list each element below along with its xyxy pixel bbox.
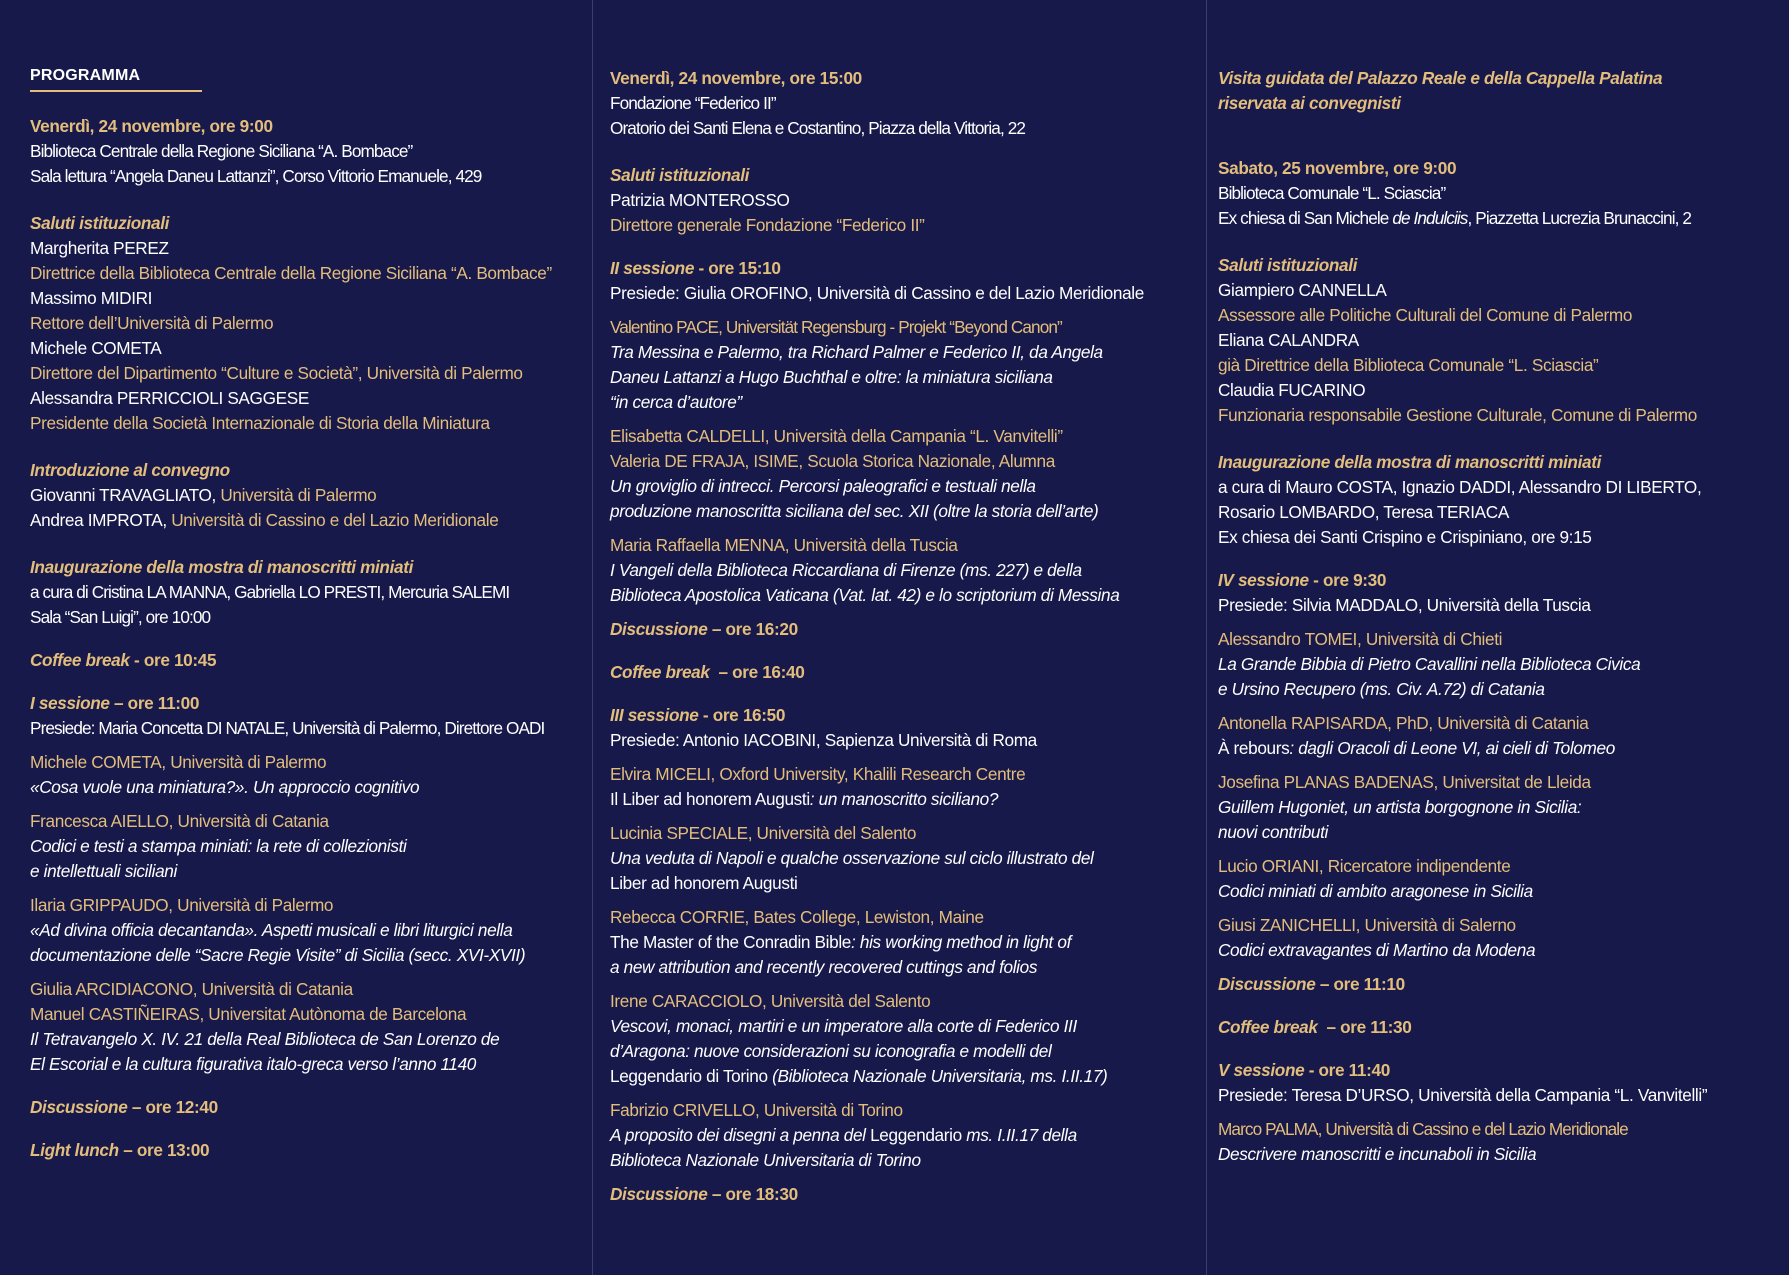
section-heading: Inaugurazione della mostra di manoscritti miniati <box>1218 452 1602 472</box>
discussion: Discussione – ore 12:40 <box>30 1097 218 1117</box>
section-heading: Saluti istituzionali <box>1218 255 1358 275</box>
talk-author: Francesca AIELLO, Università di Catania <box>30 811 329 831</box>
speaker-role: Direttore del Dipartimento “Culture e Società”, Università di Palermo <box>30 363 523 383</box>
talk-title: d’Aragona: nuove considerazioni su iconografia e modelli del <box>610 1041 1052 1061</box>
talk-title: Biblioteca Nazionale Universitaria di Torino <box>610 1150 921 1170</box>
column-friday-afternoon <box>592 0 1206 1275</box>
talk-author: Fabrizio CRIVELLO, Università di Torino <box>610 1100 903 1120</box>
talk-title: «Ad divina officia decantanda». Aspetti musicali e libri liturgici nella <box>30 920 513 940</box>
talk-title: À rebours: dagli Oracoli di Leone VI, ai cieli di Tolomeo <box>1218 738 1615 758</box>
speaker-role: Assessore alle Politiche Culturali del Comune di Palermo <box>1218 305 1633 325</box>
session-chair: Presiede: Teresa D’URSO, Università della Campania “L. Vanvitelli” <box>1218 1085 1708 1105</box>
exhibition-venue: Sala “San Luigi”, ore 10:00 <box>30 607 211 627</box>
speaker-role: già Direttrice della Biblioteca Comunale “L. Sciascia” <box>1218 355 1599 375</box>
talk-author: Rebecca CORRIE, Bates College, Lewiston, Maine <box>610 907 984 927</box>
session-heading: III sessione - ore 16:50 <box>610 705 786 725</box>
talk-title: La Grande Bibbia di Pietro Cavallini nella Biblioteca Civica <box>1218 654 1641 674</box>
talk-title: e intellettuali siciliani <box>30 861 177 881</box>
talk-title: Una veduta di Napoli e qualche osservazione sul ciclo illustrato del <box>610 848 1094 868</box>
discussion: Discussione – ore 11:10 <box>1218 974 1405 994</box>
speaker-name: Michele COMETA <box>30 338 162 358</box>
section-heading: Saluti istituzionali <box>30 213 170 233</box>
speaker-role: Direttore generale Fondazione “Federico II” <box>610 215 925 235</box>
exhibition-curators: a cura di Mauro COSTA, Ignazio DADDI, Alessandro DI LIBERTO, <box>1218 477 1702 497</box>
guided-visit: Visita guidata del Palazzo Reale e della Cappella Palatina <box>1218 68 1663 88</box>
session-heading: V sessione - ore 11:40 <box>1218 1060 1390 1080</box>
discussion: Discussione – ore 16:20 <box>610 619 798 639</box>
section-heading: Introduzione al convegno <box>30 460 230 480</box>
talk-author: Elisabetta CALDELLI, Università della Campania “L. Vanvitelli” <box>610 426 1063 446</box>
talk-title: «Cosa vuole una miniatura?». Un approccio cognitivo <box>30 777 420 797</box>
speaker-role: Direttrice della Biblioteca Centrale della Regione Siciliana “A. Bombace” <box>30 263 552 283</box>
talk-title: Daneu Lattanzi a Hugo Buchthal e oltre: la miniatura siciliana <box>610 367 1053 387</box>
coffee-break: Coffee break - ore 10:45 <box>30 650 217 670</box>
speaker-name: Margherita PEREZ <box>30 238 169 258</box>
talk-title: produzione manoscritta siciliana del sec. XII (oltre la storia dell’arte) <box>610 501 1099 521</box>
speaker-line: Andrea IMPROTA, Università di Cassino e del Lazio Meridionale <box>30 510 499 530</box>
guided-visit: riservata ai convegnisti <box>1218 93 1401 113</box>
session-chair: Presiede: Silvia MADDALO, Università della Tuscia <box>1218 595 1591 615</box>
talk-author: Ilaria GRIPPAUDO, Università di Palermo <box>30 895 334 915</box>
talk-author: Manuel CASTIÑEIRAS, Universitat Autònoma de Barcelona <box>30 1004 467 1024</box>
talk-author: Giulia ARCIDIACONO, Università di Catania <box>30 979 353 999</box>
talk-title: Guillem Hugoniet, un artista borgognone in Sicilia: <box>1218 797 1582 817</box>
day-header: Venerdì, 24 novembre, ore 15:00 <box>610 68 862 88</box>
talk-title: e Ursino Recupero (ms. Civ. A.72) di Catania <box>1218 679 1545 699</box>
venue-line: Biblioteca Centrale della Regione Siciliana “A. Bombace” <box>30 141 413 161</box>
discussion: Discussione – ore 18:30 <box>610 1184 798 1204</box>
talk-author: Marco PALMA, Università di Cassino e del Lazio Meridionale <box>1218 1119 1628 1139</box>
speaker-name: Eliana CALANDRA <box>1218 330 1359 350</box>
talk-author: Lucinia SPECIALE, Università del Salento <box>610 823 917 843</box>
venue-line: Oratorio dei Santi Elena e Costantino, Piazza della Vittoria, 22 <box>610 118 1026 138</box>
lunch-break: Light lunch – ore 13:00 <box>30 1140 210 1160</box>
session-chair: Presiede: Giulia OROFINO, Università di Cassino e del Lazio Meridionale <box>610 283 1144 303</box>
talk-title: El Escorial e la cultura figurativa italo-greca verso l’anno 1140 <box>30 1054 477 1074</box>
talk-title: Descrivere manoscritti e incunaboli in Sicilia <box>1218 1144 1537 1164</box>
coffee-break: Coffee break – ore 16:40 <box>610 662 805 682</box>
speaker-line: Giovanni TRAVAGLIATO, Università di Palermo <box>30 485 377 505</box>
talk-title: A proposito dei disegni a penna del Leggendario ms. I.II.17 della <box>610 1125 1077 1145</box>
talk-title: “in cerca d’autore” <box>610 392 742 412</box>
talk-title: nuovi contributi <box>1218 822 1329 842</box>
venue-line: Fondazione “Federico II” <box>610 93 776 113</box>
talk-title: Codici extravagantes di Martino da Modena <box>1218 940 1536 960</box>
talk-author: Lucio ORIANI, Ricercatore indipendente <box>1218 856 1511 876</box>
talk-title: Liber ad honorem Augusti <box>610 873 798 893</box>
coffee-break: Coffee break – ore 11:30 <box>1218 1017 1412 1037</box>
talk-title: Il Tetravangelo X. IV. 21 della Real Biblioteca de San Lorenzo de <box>30 1029 500 1049</box>
session-heading: IV sessione - ore 9:30 <box>1218 570 1387 590</box>
speaker-name: Alessandra PERRICCIOLI SAGGESE <box>30 388 309 408</box>
exhibition-curators: Rosario LOMBARDO, Teresa TERIACA <box>1218 502 1509 522</box>
speaker-role: Rettore dell’Università di Palermo <box>30 313 274 333</box>
session-chair: Presiede: Antonio IACOBINI, Sapienza Università di Roma <box>610 730 1037 750</box>
talk-title: The Master of the Conradin Bible: his working method in light of <box>610 932 1072 952</box>
talk-author: Valentino PACE, Universität Regensburg - Projekt “Beyond Canon” <box>610 317 1062 337</box>
session-heading: II sessione - ore 15:10 <box>610 258 781 278</box>
speaker-role: Presidente della Società Internazionale di Storia della Miniatura <box>30 413 490 433</box>
exhibition-curators: a cura di Cristina LA MANNA, Gabriella LO PRESTI, Mercuria SALEMI <box>30 582 510 602</box>
speaker-name: Giampiero CANNELLA <box>1218 280 1387 300</box>
talk-title: a new attribution and recently recovered cuttings and folios <box>610 957 1038 977</box>
talk-author: Irene CARACCIOLO, Università del Salento <box>610 991 931 1011</box>
venue-line: Sala lettura “Angela Daneu Lattanzi”, Corso Vittorio Emanuele, 429 <box>30 166 482 186</box>
talk-author: Josefina PLANAS BADENAS, Universitat de Lleida <box>1218 772 1591 792</box>
talk-title: Leggendario di Torino (Biblioteca Nazionale Universitaria, ms. I.II.17) <box>610 1066 1108 1086</box>
talk-author: Elvira MICELI, Oxford University, Khalili Research Centre <box>610 764 1026 784</box>
talk-author: Antonella RAPISARDA, PhD, Università di Catania <box>1218 713 1589 733</box>
column-friday-morning <box>0 0 592 1275</box>
section-heading: Saluti istituzionali <box>610 165 750 185</box>
session-chair: Presiede: Maria Concetta DI NATALE, Università di Palermo, Direttore OADI <box>30 718 545 738</box>
programme-title: PROGRAMMA <box>30 67 141 84</box>
talk-author: Alessandro TOMEI, Università di Chieti <box>1218 629 1503 649</box>
talk-title: Vescovi, monaci, martiri e un imperatore alla corte di Federico III <box>610 1016 1077 1036</box>
day-header: Venerdì, 24 novembre, ore 9:00 <box>30 116 273 136</box>
talk-title: I Vangeli della Biblioteca Riccardiana di Firenze (ms. 227) e della <box>610 560 1082 580</box>
speaker-name: Claudia FUCARINO <box>1218 380 1366 400</box>
talk-title: Tra Messina e Palermo, tra Richard Palmer e Federico II, da Angela <box>610 342 1103 362</box>
talk-title: Codici e testi a stampa miniati: la rete di collezionisti <box>30 836 407 856</box>
talk-author: Giusi ZANICHELLI, Università di Salerno <box>1218 915 1516 935</box>
venue-line: Ex chiesa di San Michele de Indulciis, Piazzetta Lucrezia Brunaccini, 2 <box>1218 208 1692 228</box>
talk-author: Valeria DE FRAJA, ISIME, Scuola Storica Nazionale, Alumna <box>610 451 1055 471</box>
talk-title: Codici miniati di ambito aragonese in Sicilia <box>1218 881 1533 901</box>
column-saturday <box>1206 0 1789 1275</box>
section-heading: Inaugurazione della mostra di manoscritti miniati <box>30 557 414 577</box>
speaker-role: Funzionaria responsabile Gestione Culturale, Comune di Palermo <box>1218 405 1697 425</box>
session-heading: I sessione – ore 11:00 <box>30 693 200 713</box>
talk-author: Maria Raffaella MENNA, Università della Tuscia <box>610 535 958 555</box>
talk-title: Biblioteca Apostolica Vaticana (Vat. lat. 42) e lo scriptorium di Messina <box>610 585 1120 605</box>
day-header: Sabato, 25 novembre, ore 9:00 <box>1218 158 1457 178</box>
talk-title: documentazione delle “Sacre Regie Visite” di Sicilia (secc. XVI-XVII) <box>30 945 526 965</box>
talk-author: Michele COMETA, Università di Palermo <box>30 752 327 772</box>
title-underline <box>30 90 202 92</box>
speaker-name: Patrizia MONTEROSSO <box>610 190 790 210</box>
talk-title: Il Liber ad honorem Augusti: un manoscritto siciliano? <box>610 789 999 809</box>
talk-title: Un groviglio di intrecci. Percorsi paleografici e testuali nella <box>610 476 1036 496</box>
speaker-name: Massimo MIDIRI <box>30 288 153 308</box>
venue-line: Biblioteca Comunale “L. Sciascia” <box>1218 183 1446 203</box>
exhibition-venue: Ex chiesa dei Santi Crispino e Crispiniano, ore 9:15 <box>1218 527 1592 547</box>
